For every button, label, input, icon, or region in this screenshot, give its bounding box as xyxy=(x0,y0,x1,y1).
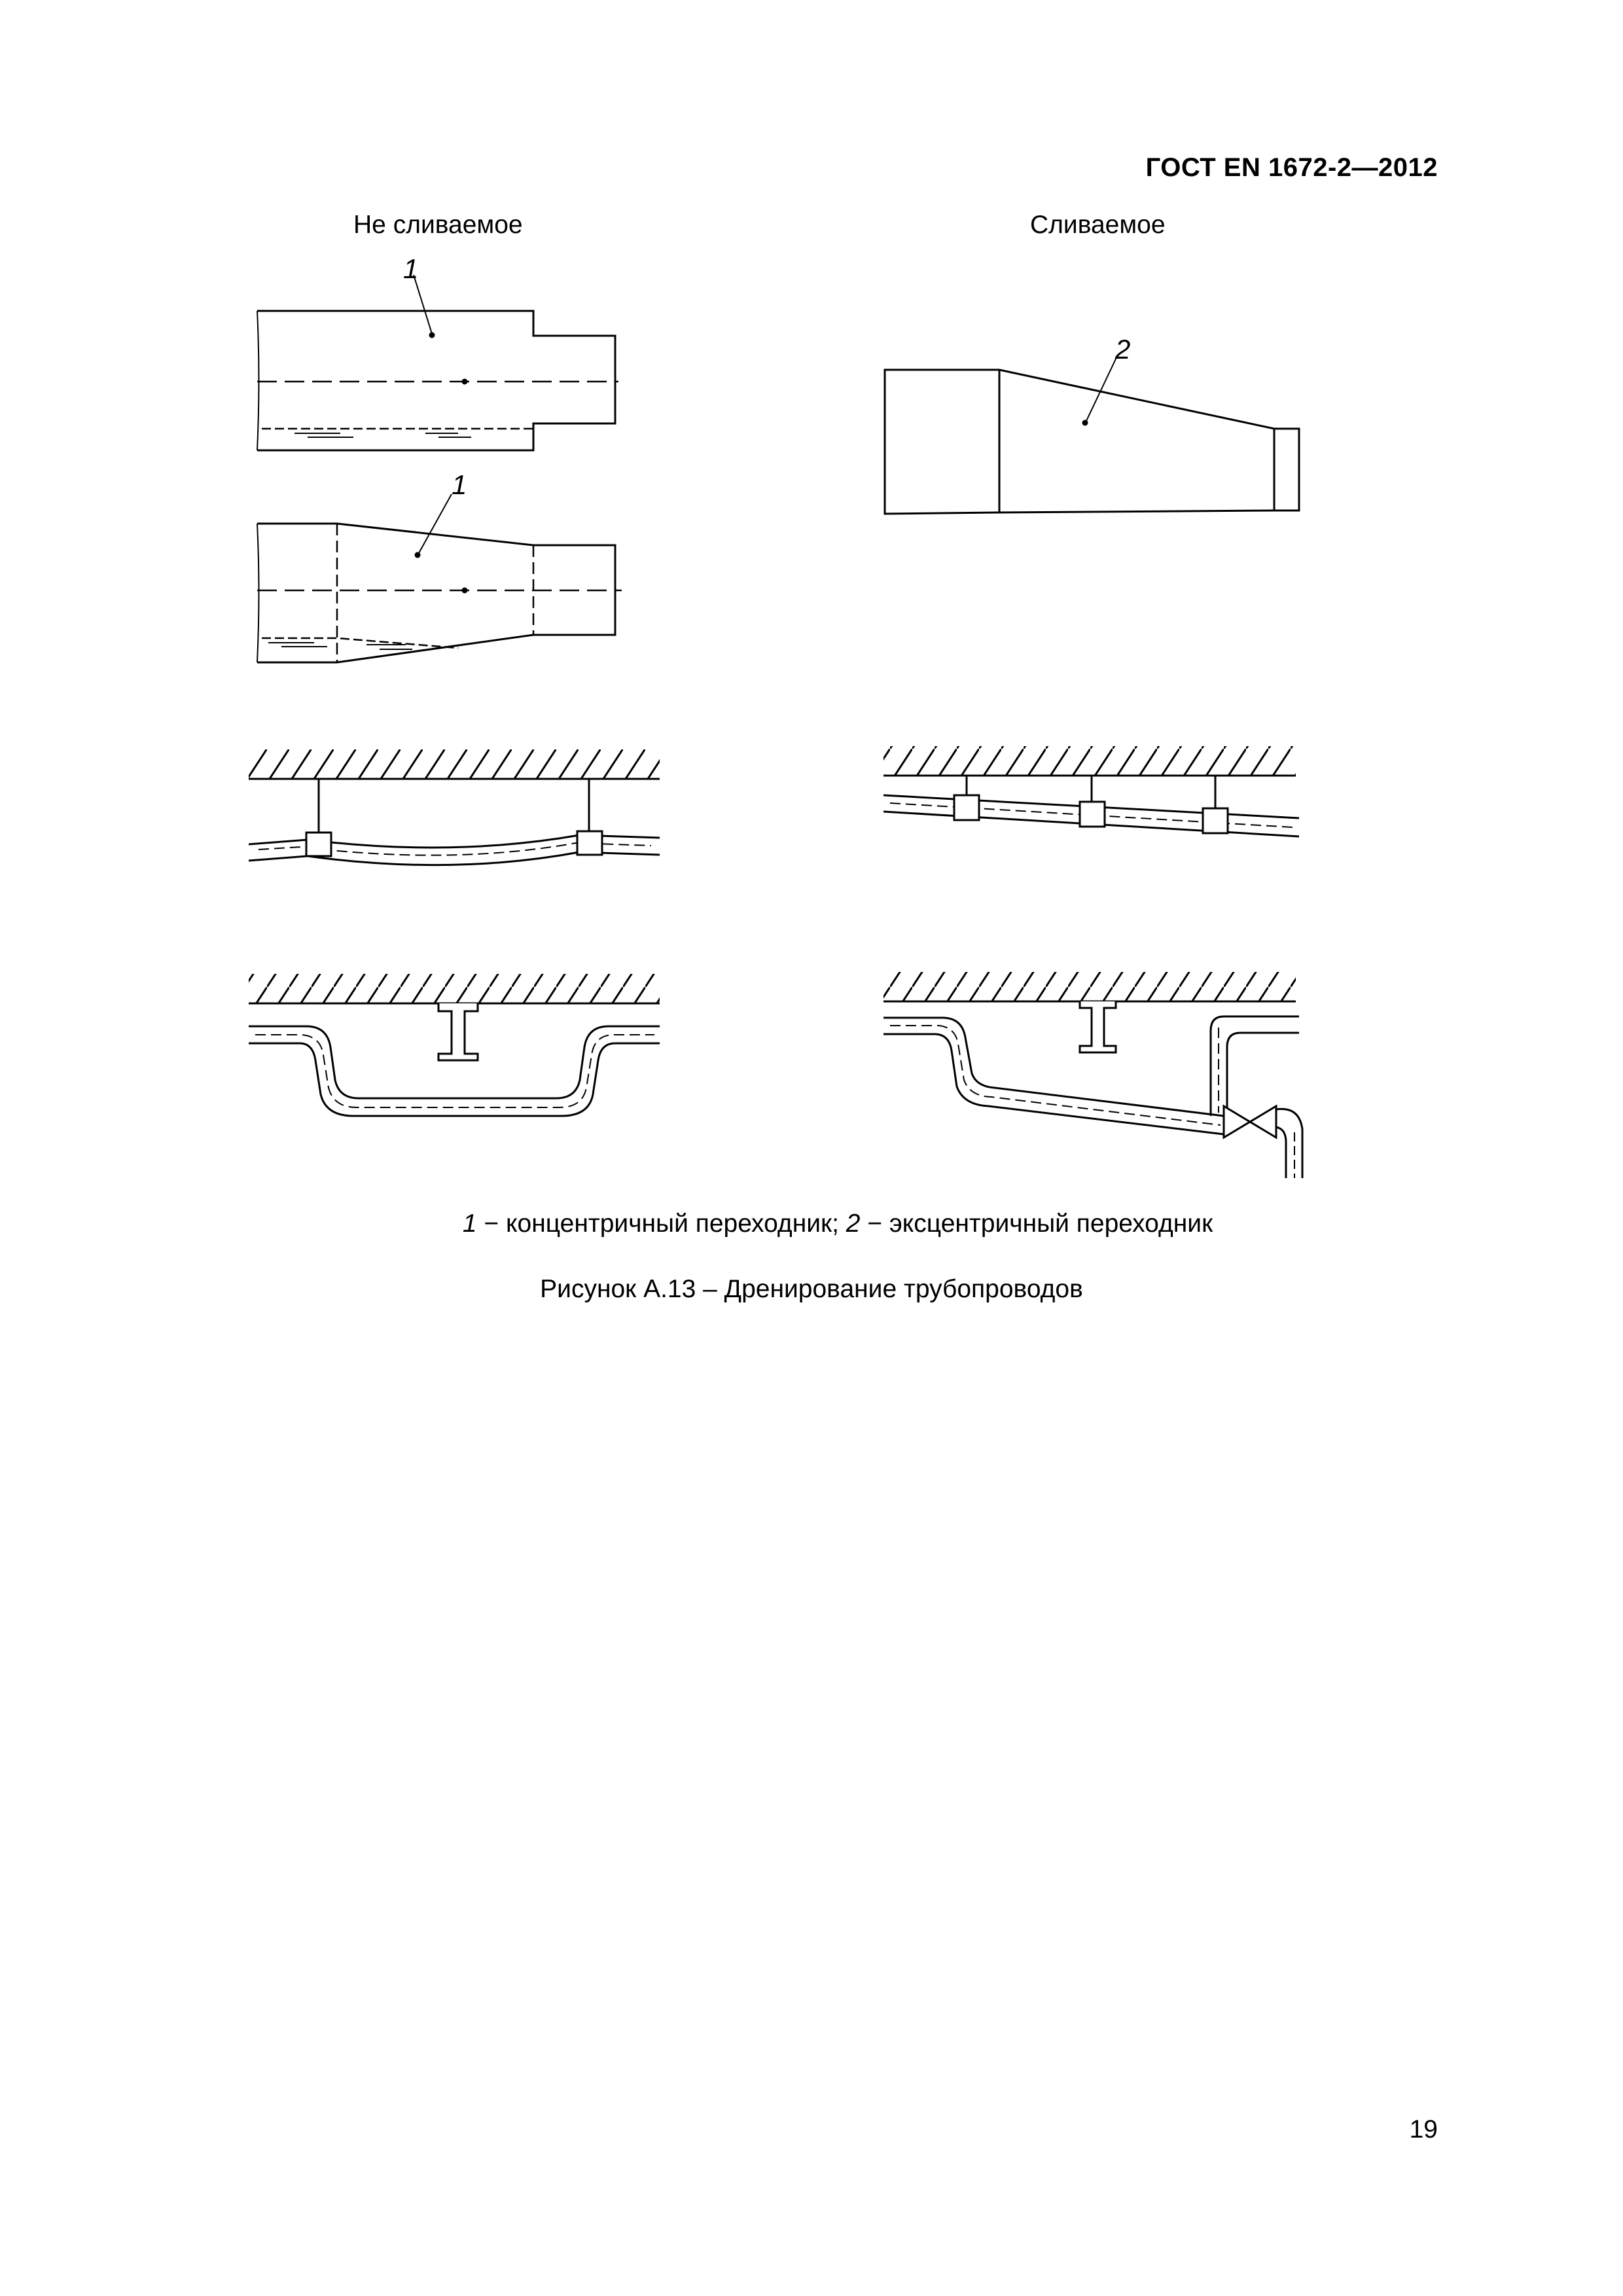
drainable-label: Сливаемое xyxy=(1030,211,1166,239)
legend-number-2: 2 xyxy=(846,1210,861,1238)
legend-text-2: − эксцентричный переходник xyxy=(860,1210,1213,1238)
legend-number-1: 1 xyxy=(462,1210,477,1238)
concentric-reducer-stepped xyxy=(257,275,618,450)
non-drainable-label: Не сливаемое xyxy=(353,211,523,239)
concentric-reducer-tapered xyxy=(257,494,622,662)
callout-concentric-2: 1 xyxy=(452,469,467,500)
callout-concentric-1: 1 xyxy=(403,253,419,284)
page-number: 19 xyxy=(1409,2115,1438,2144)
legend-text-1: − концентричный переходник; xyxy=(476,1210,846,1238)
eccentric-reducer xyxy=(885,355,1299,514)
figure-legend xyxy=(0,1210,1623,1238)
sagging-pipe-hangers xyxy=(249,749,660,865)
pipe-under-beam-drainable xyxy=(883,972,1302,1178)
pipe-under-beam-non-drainable xyxy=(249,974,660,1116)
sloped-pipe-hangers xyxy=(883,746,1299,836)
figure-caption: Рисунок А.13 – Дренирование трубопроводов xyxy=(540,1275,1083,1303)
callout-eccentric: 2 xyxy=(1115,334,1131,365)
document-standard-id: ГОСТ EN 1672-2—2012 xyxy=(1145,153,1438,182)
